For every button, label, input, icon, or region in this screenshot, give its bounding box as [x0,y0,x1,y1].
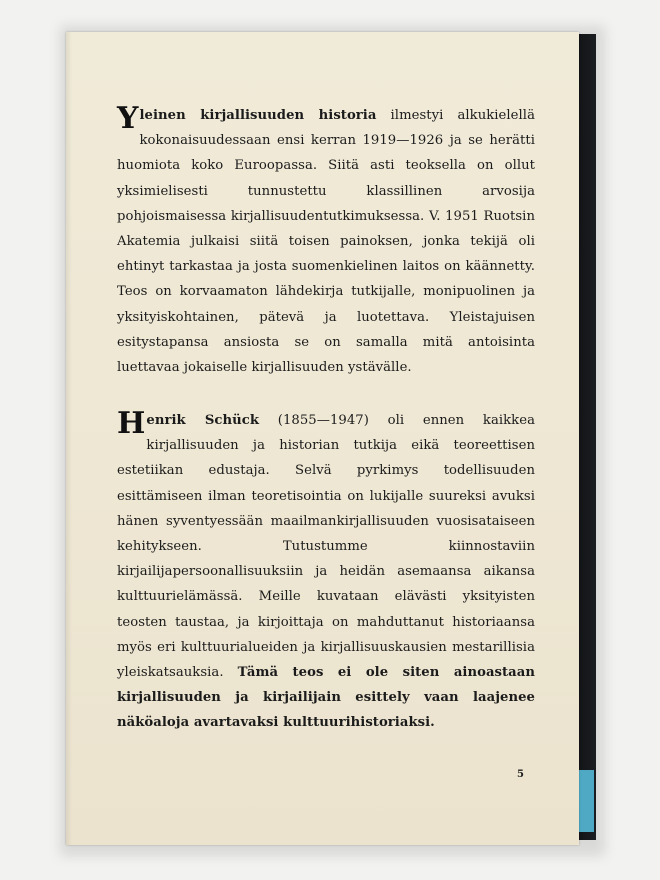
closing-statement: Tämä teos ei ole siten ainoastaan kirjallisuuden ja kirjailijain esittely vaan laajenee näköaloja avartavaksi kulttuurihistoriaksi. [117,665,535,731]
page-number: 5 [517,769,524,780]
dropcap-y: Y [117,101,139,136]
dropcap-h: H [117,406,146,441]
back-cover [66,32,579,845]
author-name: enrik Schück [146,413,260,428]
paragraph-2-body: (1855—1947) oli ennen kaikkea kirjallisuuden ja historian tutkija eikä teoreettisen estetiikan edustaja. Selvä pyrkimys todellisuuden esittämiseen ilman teoretisointia on lukijalle suureksi avuksi hänen syventyessään maailmankirjallisuuden vuosisataiseen kehitykseen. Tutustumme kiinnostaviin kirjailijapersoonallisuuksiin ja heidän asemaansa aikansa kulttuurielämässä. Meille kuvataan elävästi yksityisten teosten taustaa, ja kirjoittaja on mahduttanut historiaansa myös eri kulttuurialueiden ja kirjallisuuskausien mestarillisia yleiskatsauksia. [117,413,535,681]
paragraph-1-body: ilmestyi alkukielellä kokonaisuudessaan ensi kerran 1919—1926 ja se herätti huomiota koko Euroopassa. Siitä asti teoksella on ollut yksimielisesti tunnustettu klassillinen arvosija pohjoismaisessa kirjallisuudentutkimuksessa. V. 1951 Ruotsin Akatemia julkaisi siitä toisen painoksen, jonka tekijä oli ehtinyt tarkastaa ja josta suomenkielinen laitos on käännetty. Teos on korvaamaton lähdekirja tutkijalle, monipuolinen ja yksityiskohtainen, pätevä ja luotettava. Yleistajuisen esitystapansa ansiosta se on samalla mitä antoisinta luettavaa jokaiselle kirjallisuuden ystävälle. [117,108,535,376]
book-title: leinen kirjallisuuden historia [139,108,377,123]
blurb-paragraph-1 [117,103,535,380]
spine-accent-stripe [578,770,594,832]
blurb-paragraph-2 [117,408,535,736]
